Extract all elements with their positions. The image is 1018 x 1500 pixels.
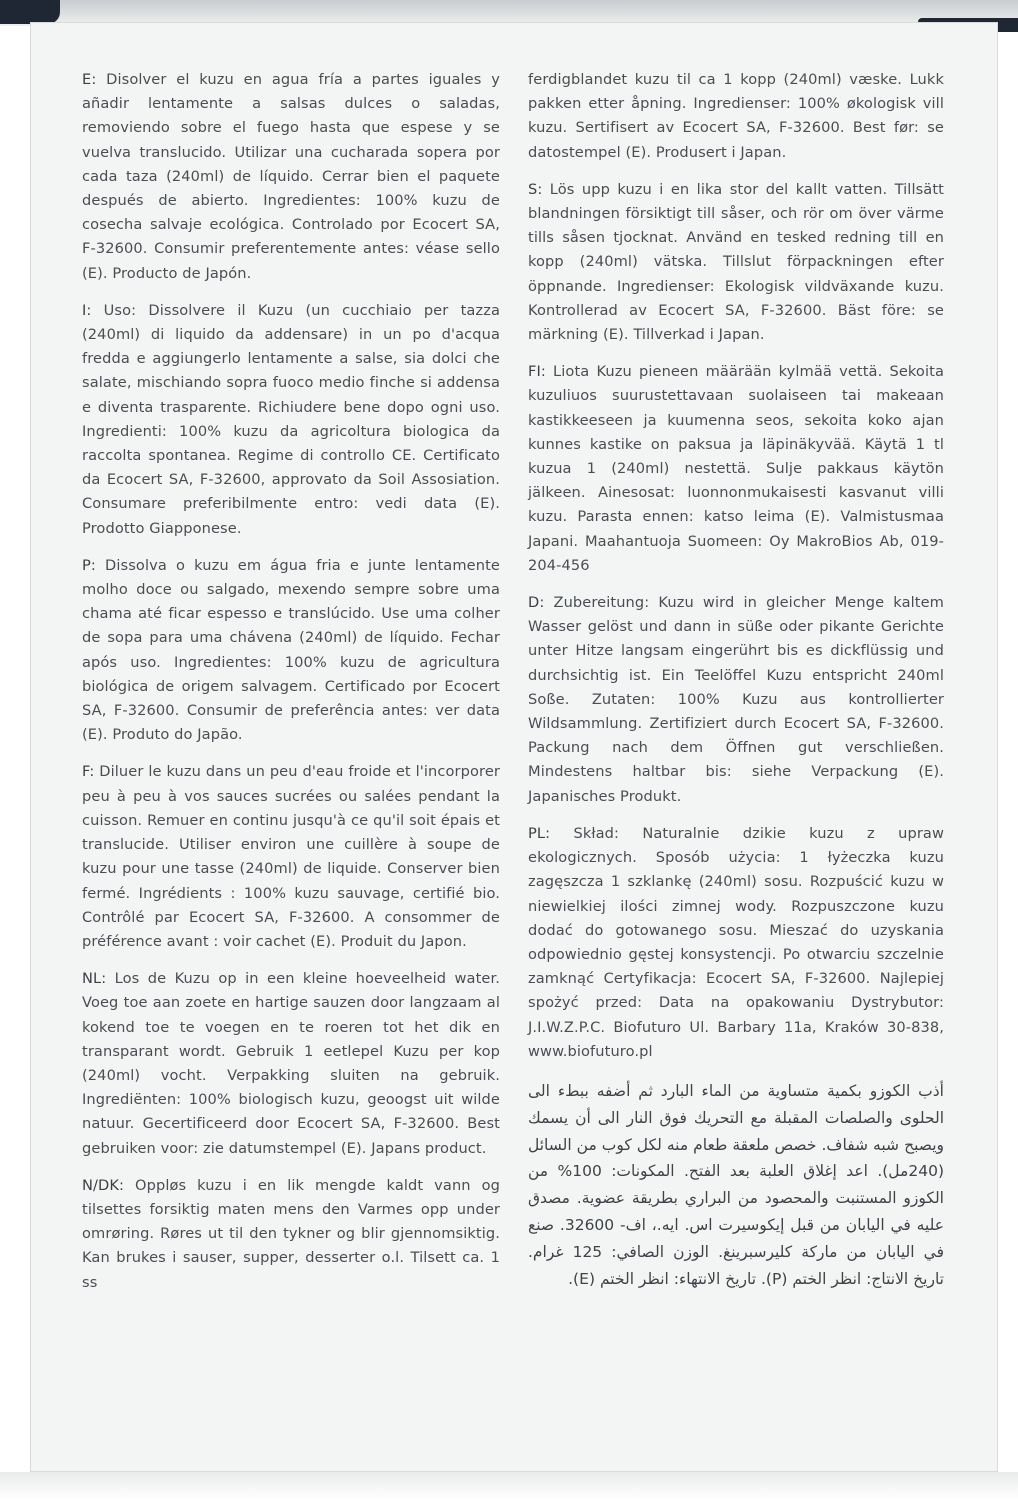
text-fi: Liota Kuzu pieneen määrään kylmää vettä. Sekoita kuzuliuos suurustettavaan suolaiseen tai makeaan kastikkeeseen ja kuumenna seos, sekoita koko ajan kunnes kastike on paksua ja läpinäkyvää. Käytä 1 tl kuzua 1 (240ml) nestettä. Sulje pakkaus käytön jälkeen. Ainesosat: luonnonmukaisesti kasvanut villi kuzu. Parasta ennen: katso leima (E). Valmistusmaa Japani. Maahantuoja Suomeen: Oy MakroBios Ab, 019-204-456 [528,363,944,574]
box-bottom-edge [0,1472,1018,1500]
lang-code-fr: F: [82,763,95,781]
text-fr: Diluer le kuzu dans un peu d'eau froide et l'incorporer peu à peu à vos sauces sucrées ou salées pendant la cuisson. Remuer en continu jusqu'à ce qu'il soit épais et translucide. Utiliser environ une cuillère à soupe de kuzu pour une tasse (240ml) de liquide. Conserver bien fermé. Ingrédients : 100% kuzu sauvage, certifié bio. Contrôlé par Ecocert SA, F-32600. A consommer de préférence avant : voir cachet (E). Produit du Japon. [82,763,500,950]
text-es: Disolver el kuzu en agua fría a partes iguales y añadir lentamente a salsas dulces o saladas, removiendo sobre el fuego hasta que espese y se vuelva translucido. Utilizar una cucharada sopera por cada taza (240ml) de líquido. Cerrar bien el paquete después de abierto. Ingredientes: 100% kuzu de cosecha salvaje ecológica. Controlado por Ecocert SA, F-32600. Consumir preferentemente antes: véase sello (E). Producto de Japón. [82,71,500,282]
paragraph-ar: أذب الكوزو بكمية متساوية من الماء البارد ثم أضفه ببطء الى الحلوى والصلصات المقبلة مع التحريك فوق النار الى أن يسمك ويصبح شبه شفاف. خصص ملعقة طعام منه لكل كوب من السائل (240مل). اعد إغلاق العلبة بعد الفتح. المكونات: 100% من الكوزو المستنبت والمحصود من البراري بطريقة عضوية. مصدق عليه في اليابان من قبل إيكوسيرت اس. ايه.، اف- 32600. صنع في اليابان من ماركة كليرسبرينغ. الوزن الصافي: 125 غرام. تاريخ الانتاج: انظر الختم (P). تاريخ الانتهاء: انظر الختم (E). [528,1081,944,1288]
text-no-dk: Oppløs kuzu i en lik mengde kaldt vann og tilsettes forsiktig maten mens den Varmes opp under omrøring. Røres ut til den tykner og blir gjennomsiktig. Kan brukes i sauser, supper, desserter o.l. Tilsett ca. 1 ss [82,1176,500,1291]
paragraph-sv [528,178,944,347]
box-flap-left [0,0,60,24]
text-sv: Lös upp kuzu i en lika stor del kallt vatten. Tillsätt blandningen försiktigt till såser, och rör om över värme tills såsen tjocknat. Använd en tesked redning till en kopp (240ml) vätska. Tillslut förpackningen efter öppnande. Ingredienser: Ekologisk vildväxande kuzu. Kontrollerad av Ecocert SA, F-32600. Bäst före: se märkning (E). Tillverkad i Japan. [528,180,944,344]
lang-code-es: E: [82,71,97,88]
text-it: Uso: Dissolvere il Kuzu (un cucchiaio per tazza (240ml) di liquido da addensare) in un po d'acqua fredda e aggiungerlo lentamente a salse, sia dolci che salate, mischiando sopra fuoco medio finche si addensa e diventa trasparente. Richiudere bene dopo ogni uso. Ingredienti: 100% kuzu da agricoltura biologica da raccolta spontanea. Regime di controllo CE. Certificato da Ecocert SA, F-32600, approvato da Soil Assosiation. Consumare preferibilmente entro: vedi data (E). Prodotto Giapponese. [82,301,500,537]
lang-code-pl: PL: [528,824,551,842]
lang-code-fi: FI: [528,363,546,381]
paragraph-no-dk-cont [528,68,944,165]
lang-code-sv: S: [528,180,543,198]
text-pl: Skład: Naturalnie dzikie kuzu z upraw ekologicznych. Sposób użycia: 1 łyżeczka kuzu zagęszcza 1 szklankę (240ml) sosu. Rozpuścić kuzu w niewielkiej ilości zimnej wody. Rozpuszczone kuzu dodać do gotowanego sosu. Mieszać do uzyskania odpowiednio gęstej konsystencji. Po otwarciu szczelnie zamknąć Certyfikacja: Ecocert SA, F-32600. Najlepiej spożyć przed: Data na opakowaniu Dystrybutor: J.I.W.Z.P.C. Biofuturo Ul. Barbary 11a, Kraków 30-838, www.biofuturo.pl [528,824,944,1060]
paragraph-pl [528,822,944,1064]
paragraph-fr [82,760,500,954]
text-nl: Los de Kuzu op in een kleine hoeveelheid water. Voeg toe aan zoete en hartige sauzen door langzaam al kokend toe te voegen en te roeren tot het dik en transparant wordt. Gebruik 1 eetlepel Kuzu per kop (240ml) vocht. Verpakking sluiten na gebruik. Ingrediënten: 100% biologisch kuzu, geoogst uit wilde natuur. Gecertificeerd door Ecocert SA, F-32600. Best gebruiken voor: zie datumstempel (E). Japans product. [82,970,500,1157]
paragraph-de [528,591,944,809]
text-pt: Dissolva o kuzu em água fria e junte lentamente molho doce ou salgado, mexendo sempre sobre uma chama até ficar espesso e translúcido. Use uma colher de sopa para uma chávena (240ml) de líquido. Fechar após uso. Ingredientes: 100% kuzu de agricultura biológica de origem salvagem. Certificado por Ecocert SA, F-32600. Consumir de preferência antes: ver data (E). Produto do Japão. [82,556,500,744]
left-text-column [82,68,500,1308]
text-no-dk-cont: ferdigblandet kuzu til ca 1 kopp (240ml) væske. Lukk pakken etter åpning. Ingredienser: 100% økologisk vill kuzu. Sertifisert av Ecocert SA, F-32600. Best før: se datostempel (E). Produsert i Japan. [528,71,944,161]
text-de: Zubereitung: Kuzu wird in gleicher Menge kaltem Wasser gelöst und dann in süße oder pikante Gerichte unter Hitze langsam eingerührt bis es dickflüssig und durchsichtig ist. Ein Teelöffel Kuzu entspricht 240ml Soße. Zutaten: 100% Kuzu aus kontrollierter Wildsammlung. Zertifiziert durch Ecocert SA, F-32600. Packung nach dem Öffnen gut verschließen. Mindestens haltbar bis: siehe Verpackung (E). Japanisches Produkt. [528,594,944,805]
lang-code-pt: P: [82,556,96,574]
lang-code-no-dk: N/DK: [82,1176,125,1194]
paragraph-es [82,68,500,286]
paragraph-pt [82,554,500,748]
lang-code-it: I: [82,301,92,319]
paragraph-it [82,299,500,541]
lang-code-de: D: [528,594,545,612]
paragraph-no-dk [82,1174,500,1295]
paragraph-nl [82,967,500,1161]
lang-code-nl: NL: [82,970,107,988]
paragraph-fi [528,360,944,578]
right-text-column [528,68,944,1308]
